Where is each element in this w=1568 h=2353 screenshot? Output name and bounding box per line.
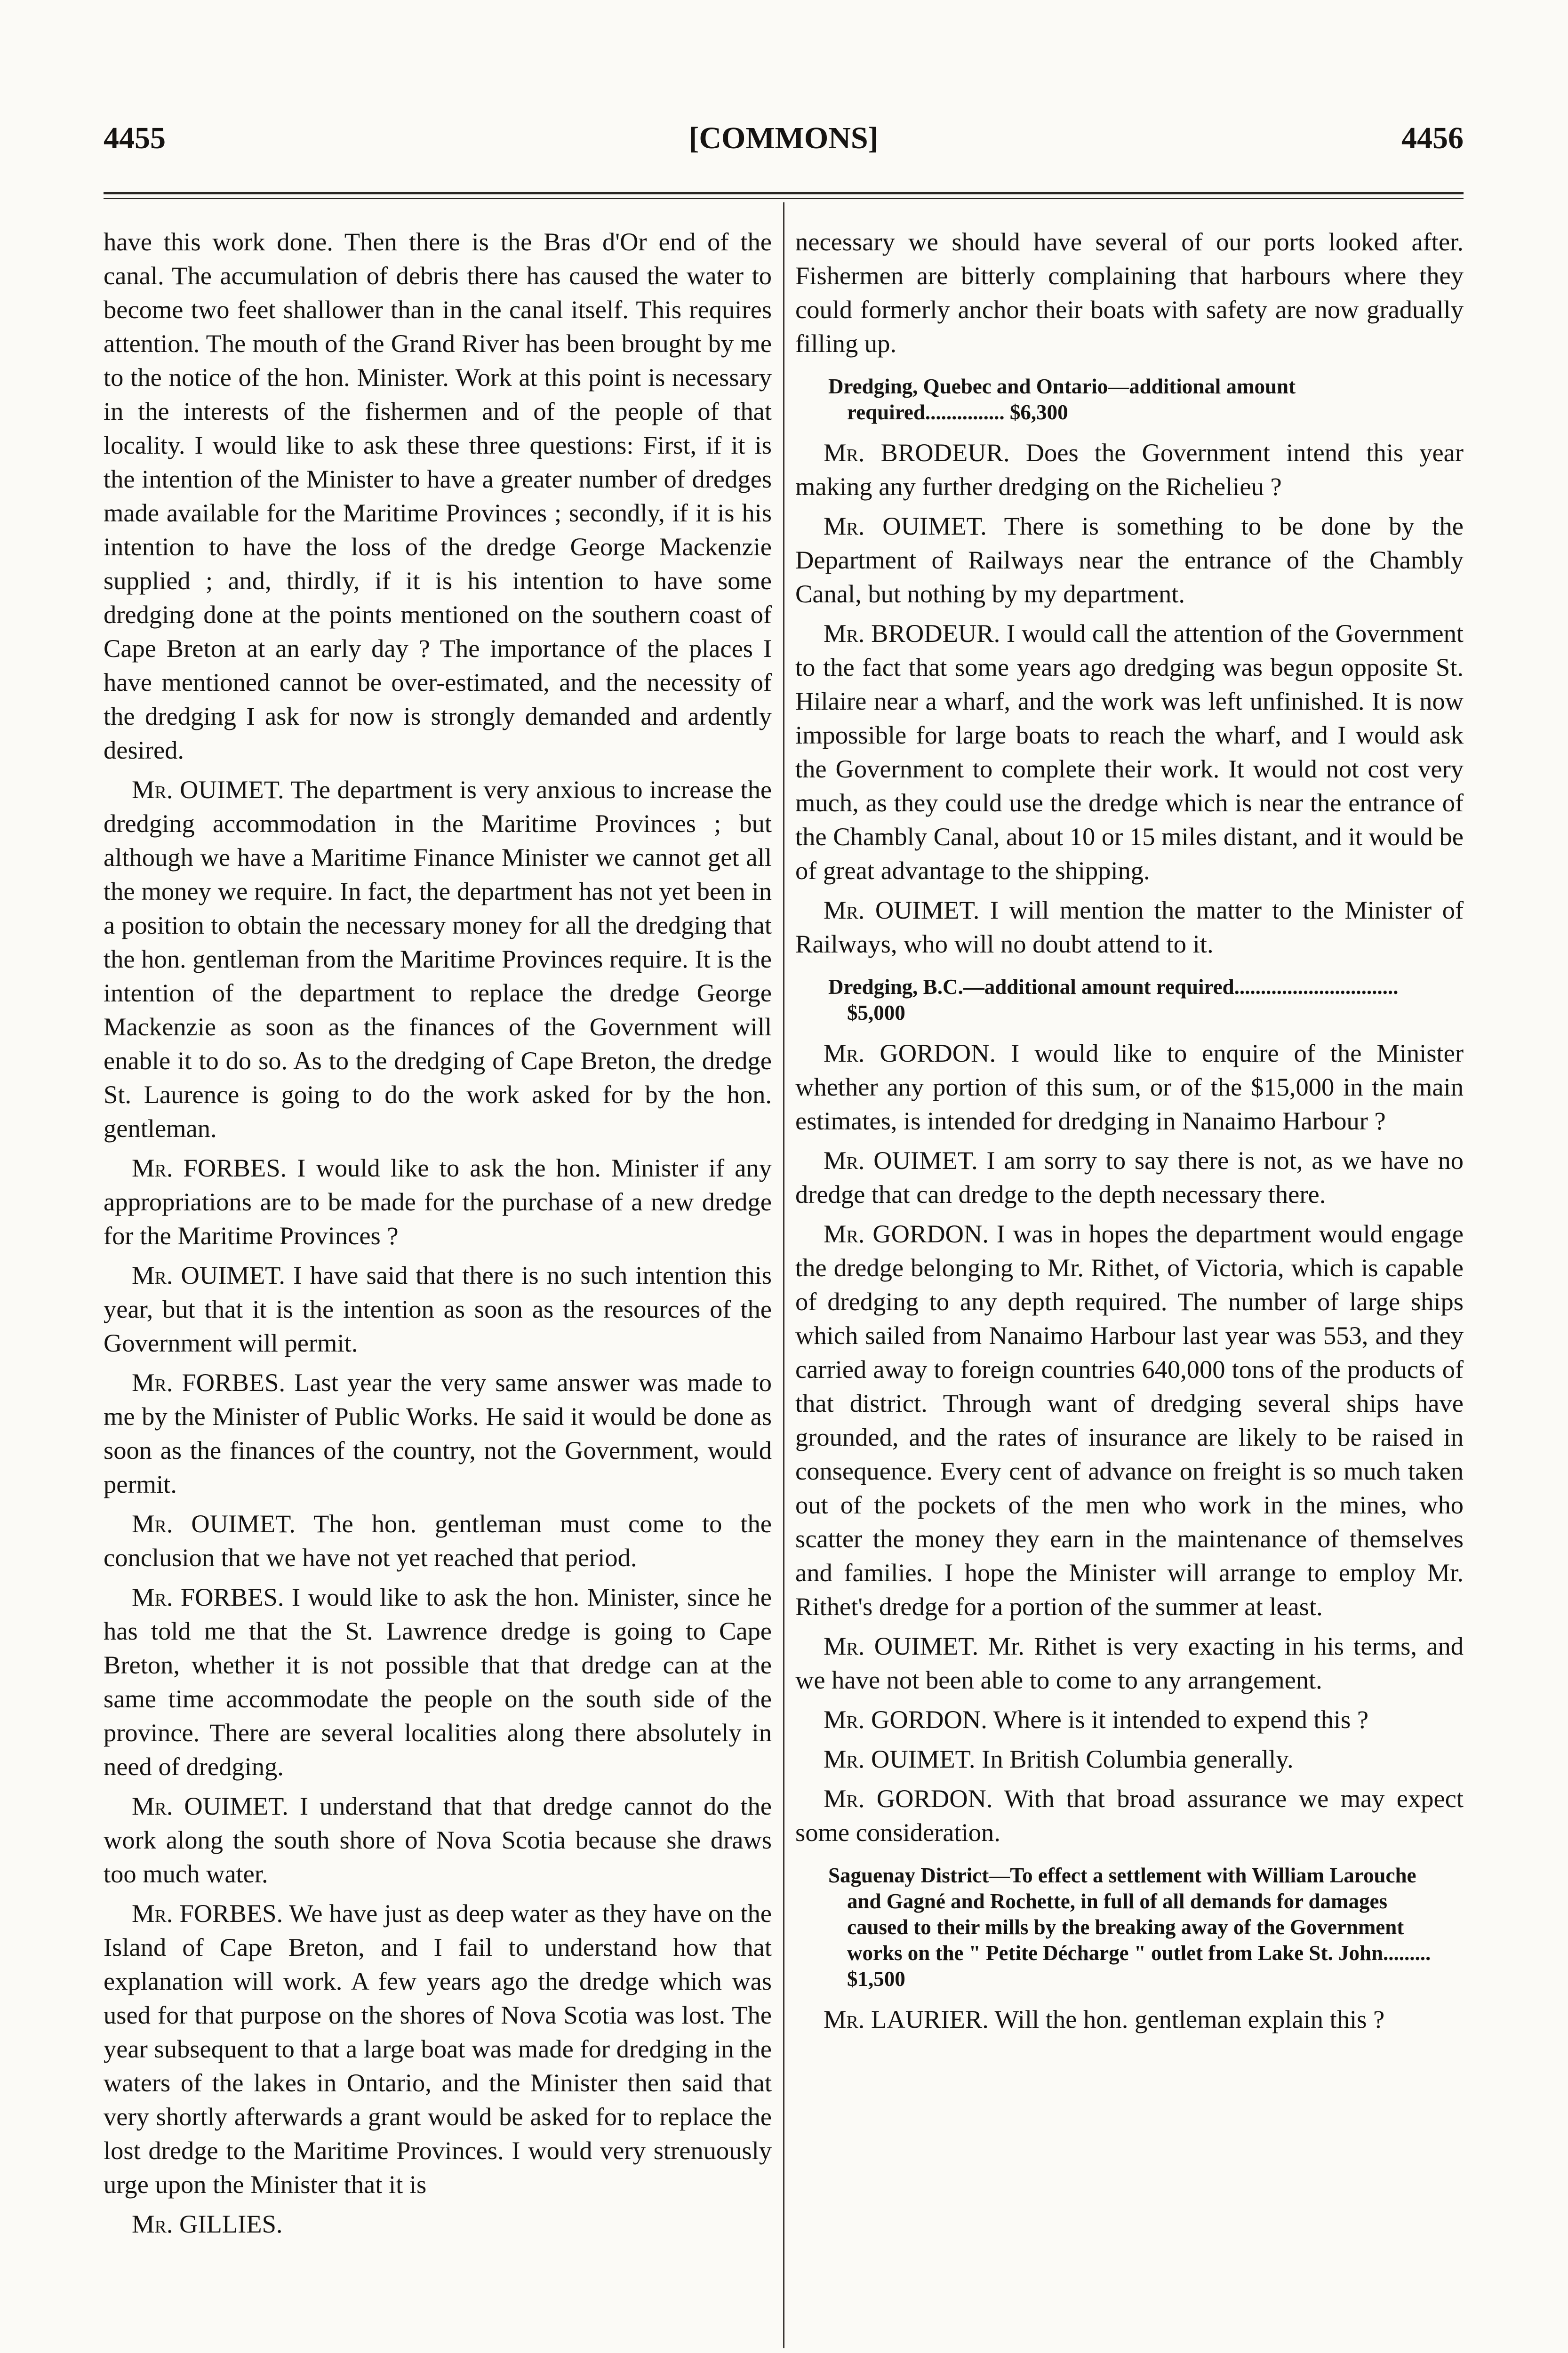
paragraph: Mr. OUIMET. I understand that that dredge cannot do the work along the south shore of Nova Scotia because she draws too much water. [104, 1792, 772, 1888]
signature: Mr. GILLIES. [132, 2209, 283, 2238]
column-divider [783, 202, 784, 2348]
speaker-name: Mr. OUIMET. [824, 512, 987, 540]
speaker-name: Mr. LAURIER. [824, 2005, 989, 2033]
paragraph: Mr. OUIMET. There is something to be done by the Department of Railways near the entrance of the Chambly Canal, but nothing by my department. [795, 512, 1464, 608]
paragraph: Mr. OUIMET. I have said that there is no such intention this year, but that it is the intention as soon as the resources of the Government will permit. [104, 1261, 772, 1357]
speaker-name: Mr. FORBES. [132, 1368, 286, 1397]
left-column [104, 225, 772, 2241]
speaker-name: Mr. FORBES. [132, 1899, 283, 1928]
estimate-amount: $1,500 [847, 1967, 905, 1991]
speaker-name: Mr. OUIMET. [132, 775, 284, 804]
estimate-amount: $6,300 [1009, 400, 1068, 424]
paragraph: Mr. GORDON. Where is it intended to expend this ? [824, 1705, 1369, 1734]
estimate-item: Dredging, Quebec and Ontario—additional amount required............... $6,300 [828, 375, 1296, 424]
speaker-name: Mr. BRODEUR. [824, 438, 1010, 467]
speaker-name: Mr. OUIMET. [824, 1745, 976, 1773]
right-column [795, 225, 1464, 2036]
paragraph: Mr. GORDON. I was in hopes the department would engage the dredge belonging to Mr. Rithet, of Victoria, which is capable of dredging to any depth required. The number of large ships which sailed from Nanaimo Harbour last year was 553, and they carried away to foreign countries 640,000 tons of the products of that district. Through want of dredging several ships have grounded, and the rates of insurance are likely to be raised in consequence. Every cent of advance on freight is so much taken out of the pockets of the men who work in the mines, who scatter the money they earn in the maintenance of themselves and families. I hope the Minister will arrange to employ Mr. Rithet's dredge for a portion of the summer at least. [795, 1219, 1464, 1621]
speaker-name: Mr. OUIMET. [824, 1632, 979, 1660]
speaker-name: Mr. OUIMET. [132, 1509, 296, 1538]
paragraph: Mr. LAURIER. Will the hon. gentleman explain this ? [824, 2005, 1385, 2033]
paragraph: Mr. GORDON. I would like to enquire of the Minister whether any portion of this sum, or of the $15,000 in the main estimates, is intended for dredging in Nanaimo Harbour ? [795, 1039, 1464, 1135]
paragraph: Mr. FORBES. We have just as deep water as they have on the Island of Cape Breton, and I fail to understand how that explanation will work. A few years ago the dredge which was used for that purpose on the shores of Nova Scotia was lost. The year subsequent to that a large boat was made for dredging in the waters of the lakes in Ontario, and the Minister then said that very shortly afterwards a grant would be asked for to replace the lost dredge to the Maritime Provinces. I would very strenuously urge upon the Minister that it is [104, 1899, 772, 2199]
paragraph: Mr. FORBES. Last year the very same answer was made to me by the Minister of Public Works. He said it would be done as soon as the finances of the country, not the Government, would permit. [104, 1368, 772, 1498]
speaker-name: Mr. OUIMET. [132, 1792, 288, 1820]
page-title: [COMMONS] [688, 121, 879, 155]
speaker-name: Mr. OUIMET. [824, 1146, 978, 1175]
paragraph: Mr. OUIMET. I am sorry to say there is not, as we have no dredge that can dredge to the depth necessary there. [795, 1146, 1464, 1209]
speaker-name: Mr. GORDON. [824, 1219, 989, 1248]
paragraph: Mr. OUIMET. In British Columbia generally. [824, 1745, 1294, 1773]
header-rule [104, 192, 1464, 194]
speaker-name: Mr. OUIMET. [824, 896, 980, 924]
paragraph: Mr. OUIMET. The department is very anxious to increase the dredging accommodation in the Maritime Provinces ; but although we have a Maritime Finance Minister we cannot get all the money we require. In fact, the department has not yet been in a position to obtain the necessary money for all the dredging that the hon. gentleman from the Maritime Provinces require. It is the intention of the department to replace the dredge George Mackenzie as soon as the finances of the Government will enable it to do so. As to the dredging of Cape Breton, the dredge St. Laurence is going to do the work asked for by the hon. gentleman. [104, 775, 772, 1143]
header-rule-thin [104, 198, 1464, 199]
paragraph: Mr. GORDON. With that broad assurance we may expect some consideration. [795, 1784, 1464, 1847]
speaker-name: Mr. FORBES. [132, 1583, 284, 1611]
speaker-name: Mr. BRODEUR. [824, 619, 1000, 648]
paragraph: Mr. OUIMET. The hon. gentleman must come to the conclusion that we have not yet reached that period. [104, 1509, 772, 1572]
estimate-item: Saguenay District—To effect a settlement with William Larouche and Gagné and Rochette, in full of all demands for damages caused to their mills by the breaking away of the Government works on the " Petite Décharge " outlet from Lake St. John......... $1,500 [828, 1864, 1431, 1991]
estimate-item: Dredging, B.C.—additional amount required............................... $5,000 [828, 975, 1399, 1024]
page-header [104, 110, 1464, 167]
estimate-amount: $5,000 [847, 1001, 905, 1024]
speaker-name: Mr. GORDON. [824, 1705, 987, 1734]
paragraph: have this work done. Then there is the Bras d'Or end of the canal. The accumulation of debris there has caused the water to become two feet shallower than in the canal itself. This requires attention. The mouth of the Grand River has been brought by me to the notice of the hon. Minister. Work at this point is necessary in the interests of the fishermen and of the people of that locality. I would like to ask these three questions: First, if it is the intention of the Minister to have a greater number of dredges made available for the Maritime Provinces ; secondly, if it is his intention to have the loss of the dredge George Mackenzie supplied ; and, thirdly, if it is his intention to have some dredging done at the points mentioned on the southern coast of Cape Breton at an early day ? The importance of the places I have mentioned cannot be over-estimated, and the necessity of the dredging I ask for now is strongly demanded and ardently desired. [104, 227, 772, 764]
paragraph: necessary we should have several of our ports looked after. Fishermen are bitterly complaining that harbours where they could formerly anchor their boats with safety are now gradually filling up. [795, 227, 1464, 358]
paragraph: Mr. FORBES. I would like to ask the hon. Minister if any appropriations are to be made for the purchase of a new dredge for the Maritime Provinces ? [104, 1153, 772, 1250]
paragraph: Mr. BRODEUR. I would call the attention of the Government to the fact that some years ago dredging was begun opposite St. Hilaire near a wharf, and the work was left unfinished. It is now impossible for large boats to reach the wharf, and I would ask the Government to complete their work. It would not cost very much, as they could use the dredge which is near the entrance of the Chambly Canal, about 10 or 15 miles distant, and it would be of great advantage to the shipping. [795, 619, 1464, 885]
speaker-name: Mr. GORDON. [824, 1039, 996, 1067]
paragraph: Mr. BRODEUR. Does the Government intend this year making any further dredging on the Richelieu ? [795, 438, 1464, 501]
page-number-left: 4455 [104, 121, 166, 155]
paragraph: Mr. OUIMET. I will mention the matter to the Minister of Railways, who will no doubt attend to it. [795, 896, 1464, 958]
paragraph: Mr. OUIMET. Mr. Rithet is very exacting in his terms, and we have not been able to come to any arrangement. [795, 1632, 1464, 1694]
page-number-right: 4456 [1401, 121, 1464, 155]
paragraph: Mr. FORBES. I would like to ask the hon. Minister, since he has told me that the St. Lawrence dredge is going to Cape Breton, whether it is not possible that that dredge can at the same time accommodate the people on the south side of the province. There are several localities along there absolutely in need of dredging. [104, 1583, 772, 1781]
speaker-name: Mr. OUIMET. [132, 1261, 286, 1289]
speaker-name: Mr. FORBES. [132, 1153, 287, 1182]
speaker-name: Mr. GORDON. [824, 1784, 993, 1813]
